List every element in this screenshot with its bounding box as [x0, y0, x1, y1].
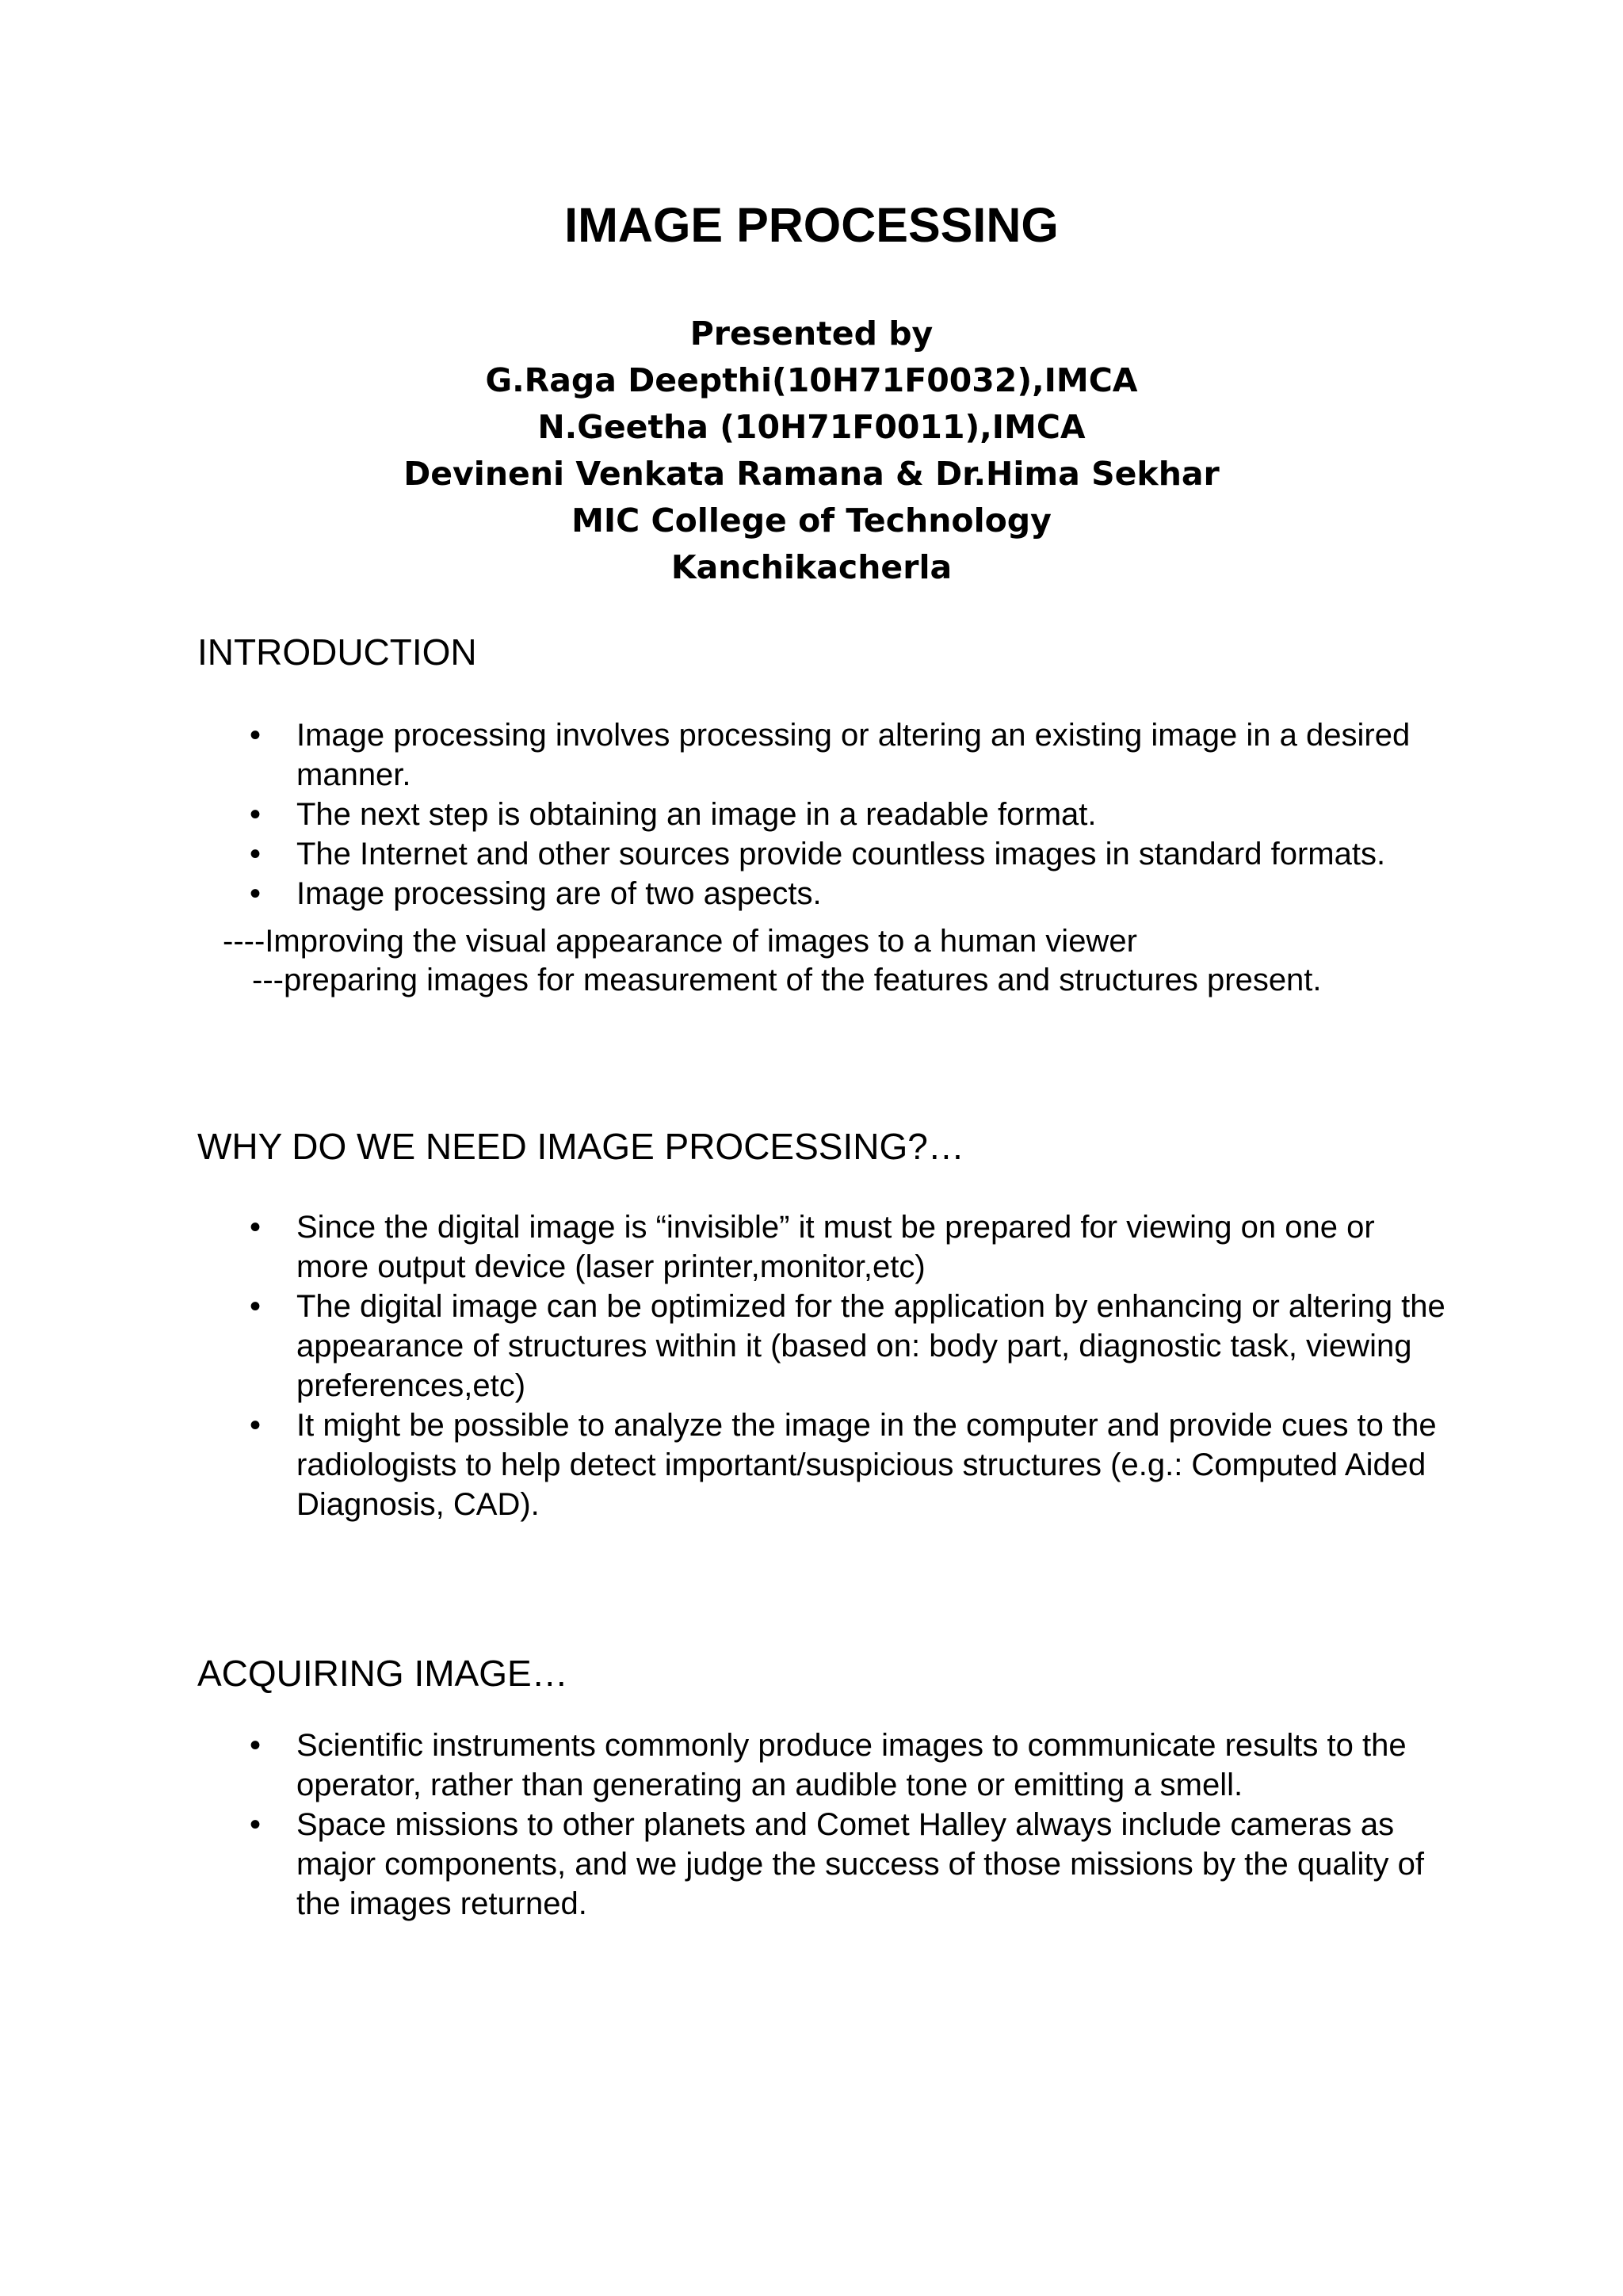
list-item-text: Image processing are of two aspects. — [296, 876, 822, 911]
list-item — [0, 1207, 1453, 1287]
acquiring-list — [0, 1726, 1623, 1924]
bullet-icon: • — [250, 1728, 262, 1763]
list-item-text: The digital image can be optimized for the application by enhancing or altering the appearance of structures within it (based on: body part, diagnostic task, viewing preferences,etc) — [296, 1289, 1445, 1403]
author-line-2: N.Geetha (10H71F0011),IMCA — [537, 408, 1086, 446]
bullet-icon: • — [250, 1210, 262, 1245]
intro-subpoint-1: ----Improving the visual appearance of images to a human viewer — [223, 924, 1137, 959]
bullet-icon: • — [250, 1807, 262, 1842]
list-item — [0, 834, 1453, 874]
list-item-text: Image processing involves processing or altering an existing image in a desired manner. — [296, 718, 1411, 792]
bullet-icon: • — [250, 1289, 262, 1324]
list-item — [0, 1805, 1453, 1924]
list-item — [0, 1287, 1453, 1405]
bullet-icon: • — [250, 876, 262, 911]
presented-by-label: Presented by — [689, 315, 934, 353]
bullet-icon: • — [250, 718, 262, 753]
list-item-text: Since the digital image is “invisible” it must be prepared for viewing on one or more output device (laser printer,monitor,etc) — [296, 1210, 1375, 1284]
list-item-text: Space missions to other planets and Comet Halley always include cameras as major components, and we judge the success of those missions by the quality of the images returned. — [296, 1807, 1424, 1921]
document-title: IMAGE PROCESSING — [564, 198, 1059, 252]
list-item — [0, 1726, 1453, 1805]
introduction-list — [0, 715, 1623, 913]
author-line-1: G.Raga Deepthi(10H71F0032),IMCA — [485, 361, 1138, 399]
intro-subpoint-2: ---preparing images for measurement of the features and structures present. — [252, 963, 1322, 997]
list-item — [0, 1405, 1453, 1524]
list-item — [0, 874, 1453, 913]
list-item-text: The next step is obtaining an image in a readable format. — [296, 797, 1097, 832]
bullet-icon: • — [250, 837, 262, 871]
why-heading: WHY DO WE NEED IMAGE PROCESSING?… — [197, 1126, 964, 1167]
list-item — [0, 795, 1453, 834]
list-item — [0, 715, 1453, 795]
list-item-text: Scientific instruments commonly produce images to communicate results to the operator, rather than generating an audible tone or emitting a smell. — [296, 1728, 1407, 1802]
author-block — [0, 311, 1623, 591]
author-line-3: Devineni Venkata Ramana & Dr.Hima Sekhar — [403, 455, 1220, 493]
college-name: MIC College of Technology — [571, 502, 1052, 540]
bullet-icon: • — [250, 1408, 262, 1443]
bullet-icon: • — [250, 797, 262, 832]
why-list — [0, 1207, 1623, 1524]
college-location: Kanchikacherla — [670, 548, 953, 586]
acquiring-heading: ACQUIRING IMAGE… — [197, 1653, 568, 1694]
list-item-text: It might be possible to analyze the image in the computer and provide cues to the radiologists to help detect important/suspicious structures (e.g.: Computed Aided Diagnosis, CAD). — [296, 1408, 1437, 1522]
list-item-text: The Internet and other sources provide countless images in standard formats. — [296, 837, 1386, 871]
introduction-heading: INTRODUCTION — [197, 631, 477, 673]
